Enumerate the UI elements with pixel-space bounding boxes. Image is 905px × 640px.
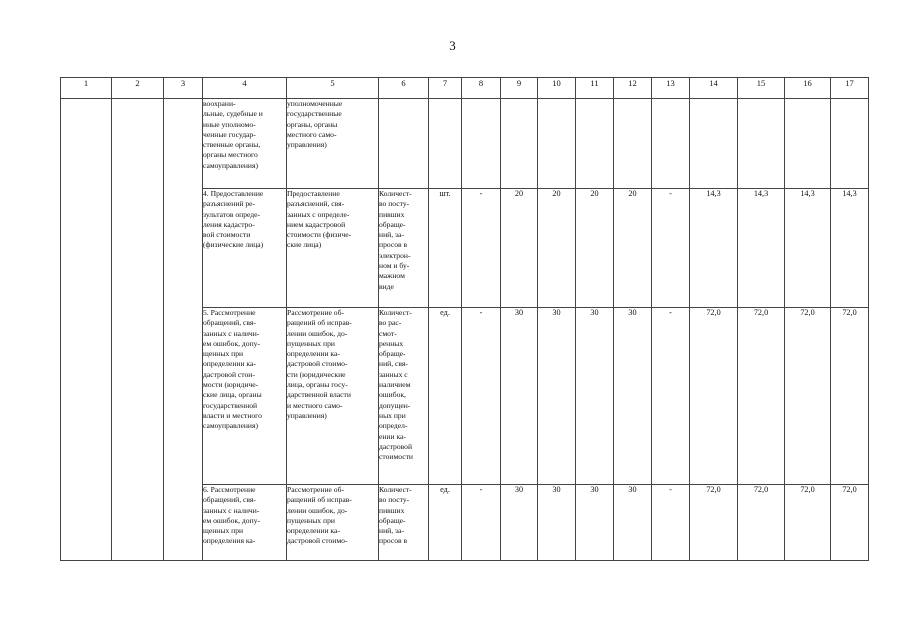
col-header: 9	[501, 78, 538, 99]
cell-value: -	[462, 485, 501, 561]
cell-value	[738, 99, 785, 189]
merged-cell-col1	[61, 99, 112, 561]
cell-indicator: Количест- во рас- смот- ренных обраще- ний, свя- занных с наличием ошибок, допущен- ных при определ- ении ка- дастровой стоимости	[379, 308, 429, 485]
cell-value: 30	[576, 485, 614, 561]
cell-unit: ед.	[429, 308, 462, 485]
cell-value: -	[462, 308, 501, 485]
col-header: 5	[287, 78, 379, 99]
cell-value: 20	[614, 189, 652, 308]
cell-description: воохрани- льные, судебные и иные уполномо- ченные государ- ственные органы, органы местного самоуправления)	[203, 99, 287, 189]
cell-value	[614, 99, 652, 189]
cell-value: 20	[501, 189, 538, 308]
cell-unit: шт.	[429, 189, 462, 308]
cell-value: 14,3	[785, 189, 831, 308]
cell-indicator: Количест- во посту- пивших обраще- ний, за- просов в электрон- ном и бу- мажном виде	[379, 189, 429, 308]
cell-value: 30	[538, 485, 576, 561]
cell-service: Рассмотрение об- ращений об исправ- лении ошибок, до- пущенных при определении ка- дастровой стоимо- сти (юридические лица, органы госу- дарственной власти и местного само- управления)	[287, 308, 379, 485]
cell-value	[690, 99, 738, 189]
cell-service: Рассмотрение об- ращений об исправ- лении ошибок, до- пущенных при определении ка- дастровой стоимо-	[287, 485, 379, 561]
cell-value: 30	[501, 485, 538, 561]
col-header: 16	[785, 78, 831, 99]
cell-value: 72,0	[690, 485, 738, 561]
cell-service: уполномоченные государственные органы, органы местного само- управления)	[287, 99, 379, 189]
merged-cell-col2	[112, 99, 164, 561]
col-header: 13	[652, 78, 690, 99]
col-header: 17	[831, 78, 869, 99]
col-header: 12	[614, 78, 652, 99]
cell-description: 5. Рассмотрение обращений, свя- занных с наличи- ем ошибок, допу- щенных при определении ка- дастровой стои- мости (юридиче- ские лица, органы государственной власти и местного самоуправления)	[203, 308, 287, 485]
cell-value: 14,3	[831, 189, 869, 308]
cell-value: 72,0	[738, 485, 785, 561]
cell-value: -	[652, 308, 690, 485]
col-header: 10	[538, 78, 576, 99]
cell-service: Предоставление разъяснений, свя- занных с определе- нием кадастровой стоимости (физиче- ские лица)	[287, 189, 379, 308]
cell-value: 20	[576, 189, 614, 308]
cell-value: 14,3	[690, 189, 738, 308]
cell-unit: ед.	[429, 485, 462, 561]
cell-value: 72,0	[785, 485, 831, 561]
cell-value: -	[652, 189, 690, 308]
cell-value: 20	[538, 189, 576, 308]
cell-value	[462, 99, 501, 189]
table-row	[61, 99, 869, 189]
cell-value: -	[462, 189, 501, 308]
col-header: 7	[429, 78, 462, 99]
cell-value: 72,0	[831, 308, 869, 485]
cell-value: 72,0	[690, 308, 738, 485]
cell-description: 6. Рассмотрение обращений, свя- занных с наличи- ем ошибок, допу- щенных при определения ка-	[203, 485, 287, 561]
cell-value: 30	[538, 308, 576, 485]
cell-value: -	[652, 485, 690, 561]
cell-value	[501, 99, 538, 189]
col-header: 14	[690, 78, 738, 99]
cell-value: 14,3	[738, 189, 785, 308]
data-table	[60, 77, 869, 561]
cell-description: 4. Предоставление разъяснений ре- зультатов опреде- ления кадастро- вой стоимости (физические лица)	[203, 189, 287, 308]
cell-value	[785, 99, 831, 189]
cell-value: 30	[576, 308, 614, 485]
col-header: 4	[203, 78, 287, 99]
cell-indicator: Количест- во посту- пивших обраще- ний, за- просов в	[379, 485, 429, 561]
header-row	[61, 78, 869, 99]
page-number: 3	[449, 38, 456, 53]
merged-cell-col3	[164, 99, 203, 561]
cell-unit	[429, 99, 462, 189]
cell-value	[652, 99, 690, 189]
cell-value: 30	[614, 308, 652, 485]
col-header: 2	[112, 78, 164, 99]
col-header: 1	[61, 78, 112, 99]
cell-indicator	[379, 99, 429, 189]
col-header: 8	[462, 78, 501, 99]
cell-value	[538, 99, 576, 189]
cell-value: 72,0	[738, 308, 785, 485]
col-header: 3	[164, 78, 203, 99]
col-header: 11	[576, 78, 614, 99]
cell-value: 30	[501, 308, 538, 485]
cell-value	[576, 99, 614, 189]
col-header: 15	[738, 78, 785, 99]
cell-value: 72,0	[831, 485, 869, 561]
cell-value: 30	[614, 485, 652, 561]
cell-value: 72,0	[785, 308, 831, 485]
col-header: 6	[379, 78, 429, 99]
cell-value	[831, 99, 869, 189]
